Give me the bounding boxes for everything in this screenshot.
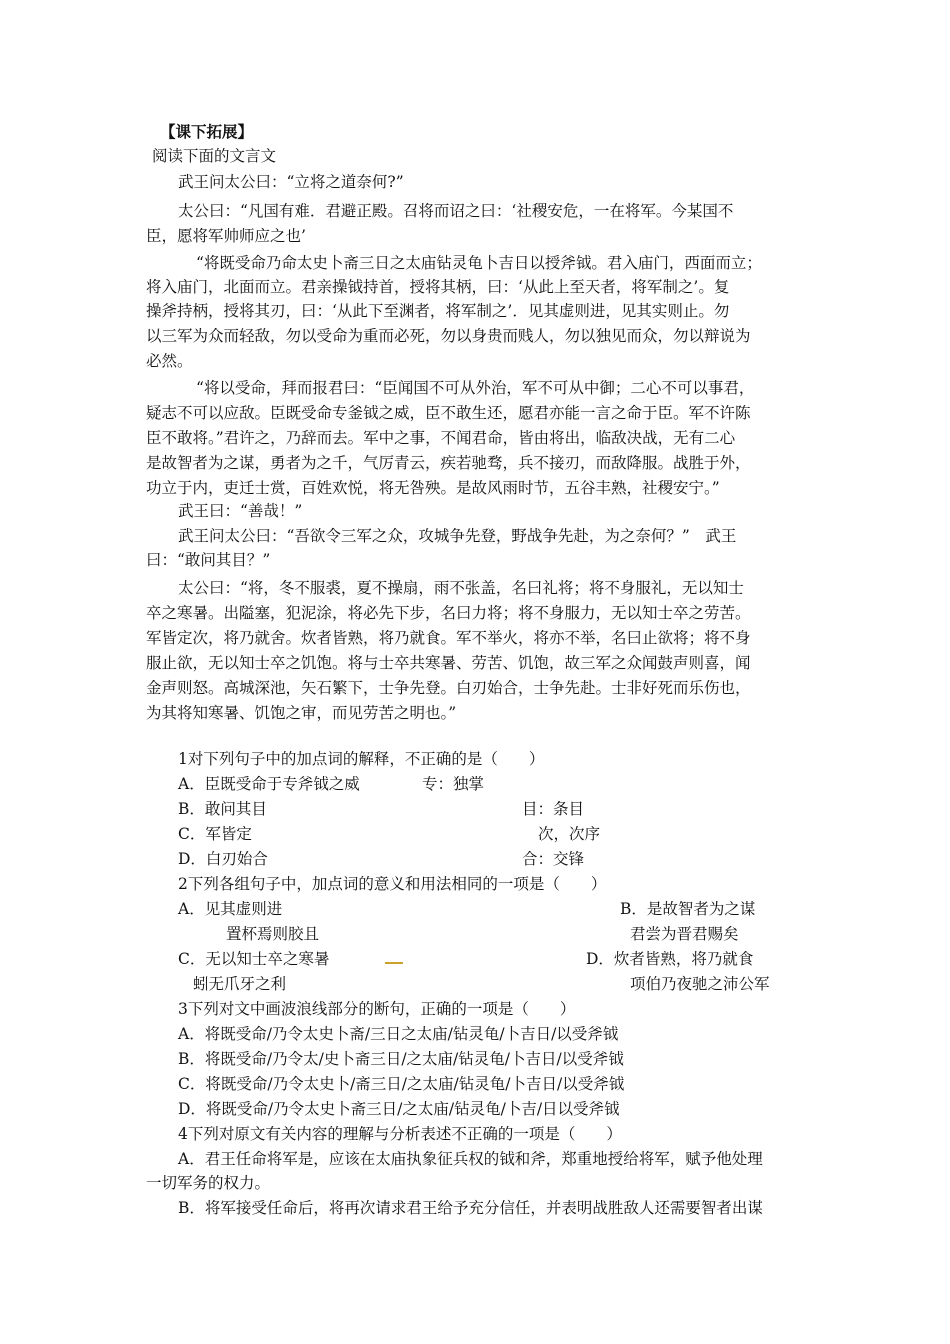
question-2-option-b: B．是故智者为之谋 — [620, 900, 756, 918]
passage-line: “将既受命乃命太史卜斋三日之太庙钻灵龟卜吉日以授斧钺。君入庙门，西面而立； — [196, 254, 762, 272]
question-4-option-line: 一切军务的权力。 — [146, 1174, 271, 1192]
question-1-option: A．臣既受命于专斧钺之威 — [178, 775, 360, 793]
passage-line: 臣，愿将军帅师应之也’ — [146, 227, 306, 245]
passage-line: 武王问太公曰：“吾欲令三军之众，攻城争先登，野战争先赴，为之奈何？” 武王 — [178, 527, 737, 545]
question-4-option-line: B．将军接受任命后，将再次请求君王给予充分信任，并表明战胜敌人还需要智者出谋 — [178, 1199, 763, 1217]
passage-line: 服止欲，无以知士卒之饥饱。将与士卒共寒暑、劳苦、饥饱，故三军之众闻鼓声则喜，闻 — [146, 654, 751, 672]
passage-line: 以三军为众而轻敌，勿以受命为重而必死，勿以身贵而贱人，勿以独见而众，勿以辩说为 — [146, 327, 751, 345]
question-2-option-c: C．无以知士卒之寒暑 — [178, 950, 330, 968]
question-2-option-b-pair: 君尝为晋君赐矣 — [630, 925, 739, 943]
passage-line: 军皆定次，将乃就舍。炊者皆熟，将乃就食。军不举火，将亦不举，名曰止欲将；将不身 — [146, 629, 751, 647]
passage-line: 为其将知寒暑、饥饱之审，而见劳苦之明也。” — [146, 704, 457, 722]
question-1-option: B．敢问其目 — [178, 800, 267, 818]
question-3-stem: 3下列对文中画波浪线部分的断句，正确的一项是（ ） — [178, 1000, 576, 1018]
reading-instruction: 阅读下面的文言文 — [152, 147, 277, 165]
question-2-stem: 2下列各组句子中，加点词的意义和用法相同的一项是（ ） — [178, 875, 607, 893]
question-3-option: C．将既受命/乃令太史卜/斋三日/之太庙/钻灵龟/卜吉日/以受斧钺 — [178, 1075, 625, 1093]
passage-line: 金声则怒。高城深池，矢石繁下，士争先登。白刃始合，士争先赴。士非好死而乐伤也， — [146, 679, 751, 697]
passage-line: 太公曰：“将，冬不服裘，夏不操扇，雨不张盖，名曰礼将；将不身服礼，无以知士 — [178, 579, 744, 597]
question-1-option-note: 目：条目 — [522, 800, 585, 818]
passage-line: 功立于内，吏迁士赏，百姓欢悦，将无咎殃。是故风雨时节，五谷丰熟，社稷安宁。” — [146, 479, 720, 497]
question-2-option-d: D．炊者皆熟，将乃就食 — [586, 950, 754, 968]
question-3-option: B．将既受命/乃令太/史卜斋三日/之太庙/钻灵龟/卜吉日/以受斧钺 — [178, 1050, 624, 1068]
passage-line: 是故智者为之谋，勇者为之千，气厉青云，疾若驰骛，兵不接刃，而敌降服。战胜于外， — [146, 454, 751, 472]
question-2-option-a: A．见其虚则进 — [178, 900, 283, 918]
passage-line: 武王问太公曰：“立将之道奈何?” — [178, 173, 404, 191]
passage-line: 必然。 — [146, 352, 193, 370]
question-1-option-note: 专：独掌 — [422, 775, 485, 793]
passage-line: 疑志不可以应敌。臣既受命专釜钺之威，臣不敢生还，愿君亦能一言之命于臣。军不许陈 — [146, 404, 751, 422]
question-2-option-d-pair: 项伯乃夜驰之沛公军 — [630, 975, 770, 993]
passage-line: 操斧持柄，授将其刃，曰：‘从此下至渊者，将军制之’．见其虚则进，见其实则止。勿 — [146, 302, 730, 320]
question-4-option-line: A．君王任命将军是，应该在太庙执象征兵权的钺和斧，郑重地授给将军，赋予他处理 — [178, 1150, 763, 1168]
passage-line: 将入庙门，北面而立。君亲操钺持首，授将其柄，曰：‘从此上至天者，将军制之’。复 — [146, 278, 730, 296]
passage-line: 臣不敢将。”君许之，乃辞而去。军中之事，不闻君命，皆由将出，临敌决战，无有二心 — [146, 429, 736, 447]
question-4-stem: 4下列对原文有关内容的理解与分析表述不正确的一项是（ ） — [178, 1125, 622, 1143]
question-2-option-a-pair: 置杯焉则胶且 — [226, 925, 320, 943]
question-3-option: D．将既受命/乃令太史卜斋三日/之太庙/钻灵龟/卜吉/日以受斧钺 — [178, 1100, 620, 1118]
question-1-option: D．白刃始合 — [178, 850, 268, 868]
passage-line: “将以受命，拜而报君曰：“臣闻国不可从外治，军不可从中御；二心不可以事君， — [196, 379, 755, 397]
passage-line: 曰：“敢问其目？” — [146, 551, 271, 569]
question-1-option-note: 次，次序 — [538, 825, 601, 843]
passage-line: 卒之寒暑。出隘塞，犯泥涂，将必先下步，名曰力将；将不身服力，无以知士卒之劳苦。 — [146, 604, 751, 622]
section-heading: 【课下拓展】 — [160, 122, 254, 141]
passage-line: 武王曰：“善哉！” — [178, 502, 303, 520]
question-1-stem: 1对下列句子中的加点词的解释，不正确的是（ ） — [178, 750, 545, 768]
passage-line: 太公曰：“凡国有难．君避正殿。召将而诏之曰：‘社稷安危，一在将军。今某国不 — [178, 202, 734, 220]
question-3-option: A．将既受命/乃令太史卜斋/三日之太庙/钻灵龟/卜吉日/以受斧钺 — [178, 1025, 619, 1043]
highlight-mark — [385, 962, 403, 964]
question-2-option-c-pair: 蚓无爪牙之利 — [193, 975, 287, 993]
question-1-option-note: 合：交锋 — [522, 850, 585, 868]
question-1-option: C．军皆定 — [178, 825, 252, 843]
